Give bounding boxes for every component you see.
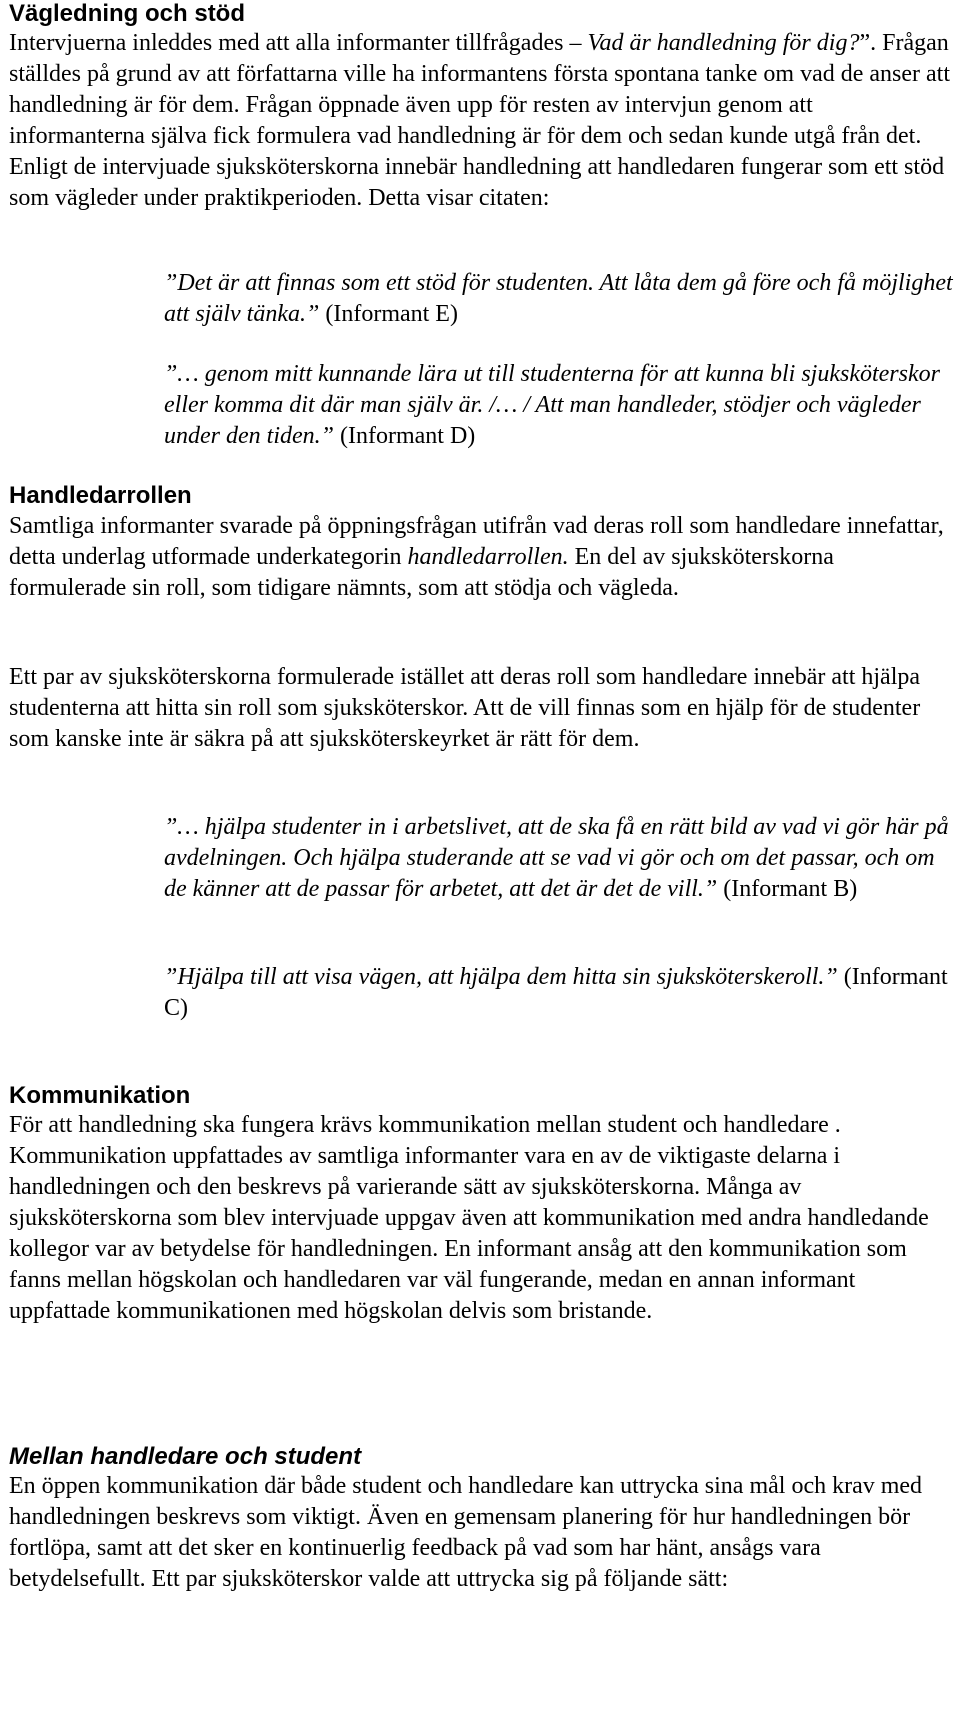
heading-mellan-handledare-och-student: Mellan handledare och student	[9, 1443, 362, 1470]
para-text-a: Samtliga informanter svarade på öppningsfrågan utifrån vad deras roll som handledare innefattar, detta underlag utformade underkategorin	[9, 513, 944, 570]
para-term: handledarrollen.	[407, 544, 569, 570]
paragraph-intro	[9, 28, 954, 214]
quote-informant-b	[164, 812, 954, 905]
heading-handledarrollen: Handledarrollen	[9, 482, 192, 509]
quote-source: (Informant C)	[164, 964, 948, 1021]
heading-vagledning: Vägledning och stöd	[9, 0, 246, 27]
paragraph-mellan-handledare: En öppen kommunikation där både student och handledare kan uttrycka sina mål och krav med handledningen beskrevs som viktigt. Även en gemensam planering för hur handledningen bör fortlöpa, samt att det sker en kontinuerlig feedback på vad som har hänt, ansågs vara betydelsefullt. Ett par sjuksköterskor valde att uttrycka sig på följande sätt:	[9, 1473, 923, 1592]
paragraph-handledarrollen-1	[9, 511, 954, 604]
quote-source: (Informant D)	[333, 423, 476, 449]
heading-kommunikation: Kommunikation	[9, 1082, 191, 1109]
quote-text: ”… hjälpa studenter in i arbetslivet, att de ska få en rätt bild av vad vi gör här på avdelningen. Och hjälpa studerande att se vad vi gör och om det passar, och om de känner att de passar för arbetet, att det är det de vill.”	[164, 814, 949, 902]
intro-text-a: Intervjuerna inleddes med att alla informanter tillfrågades –	[9, 30, 588, 56]
intro-text-c: ”. Frågan ställdes på grund av att författarna ville ha informantens första spontana tanke om vad de anser att handledning är för dem. Frågan öppnade även upp för resten av intervjun genom att informanterna själva fick formulera vad handledning är för dem och sedan kunde utgå från det. Enligt de intervjuade sjuksköterskorna innebär handledning att handledaren fungerar som ett stöd som vägleder under praktikperioden. Detta visar citaten:	[9, 30, 951, 211]
quote-text: ”… genom mitt kunnande lära ut till studenterna för att kunna bli sjuksköterskor eller komma dit där man själv är. /… / Att man handleder, stödjer och vägleder under den tiden.”	[164, 361, 940, 449]
para-text-c: En del av sjuksköterskorna formulerade sin roll, som tidigare nämnts, som att stödja och vägleda.	[9, 544, 834, 601]
quote-source: (Informant B)	[717, 876, 858, 902]
quote-informant-e	[164, 268, 954, 330]
quote-text: ”Hjälpa till att visa vägen, att hjälpa dem hitta sin sjuksköterskeroll.”	[164, 964, 838, 990]
paragraph-kommunikation: För att handledning ska fungera krävs kommunikation mellan student och handledare . Kommunikation uppfattades av samtliga informanter vara en av de viktigaste delarna i handledningen och den beskrevs på varierande sätt av sjuksköterskorna. Många av sjuksköterskorna som blev intervjuade uppgav även att kommunikation med andra handledande kollegor var av betydelse för handledningen. En informant ansåg att den kommunikation som fanns mellan högskolan och handledaren var väl fungerande, medan en annan informant uppfattade kommunikationen med högskolan delvis som bristande.	[9, 1112, 929, 1324]
quote-text: ”Det är att finnas som ett stöd för studenten. Att låta dem gå före och få möjlighet att själv tänka.”	[164, 270, 953, 327]
quote-informant-c	[164, 962, 954, 1024]
paragraph-handledarrollen-2: Ett par av sjuksköterskorna formulerade istället att deras roll som handledare innebär att hjälpa studenterna att hitta sin roll som sjuksköterskor. Att de vill finnas som en hjälp för de studenter som kanske inte är säkra på att sjuksköterskeyrket är rätt för dem.	[9, 664, 921, 752]
intro-question: Vad är handledning för dig?	[587, 30, 860, 56]
quote-informant-d	[164, 359, 954, 452]
quote-source: (Informant E)	[319, 301, 458, 327]
